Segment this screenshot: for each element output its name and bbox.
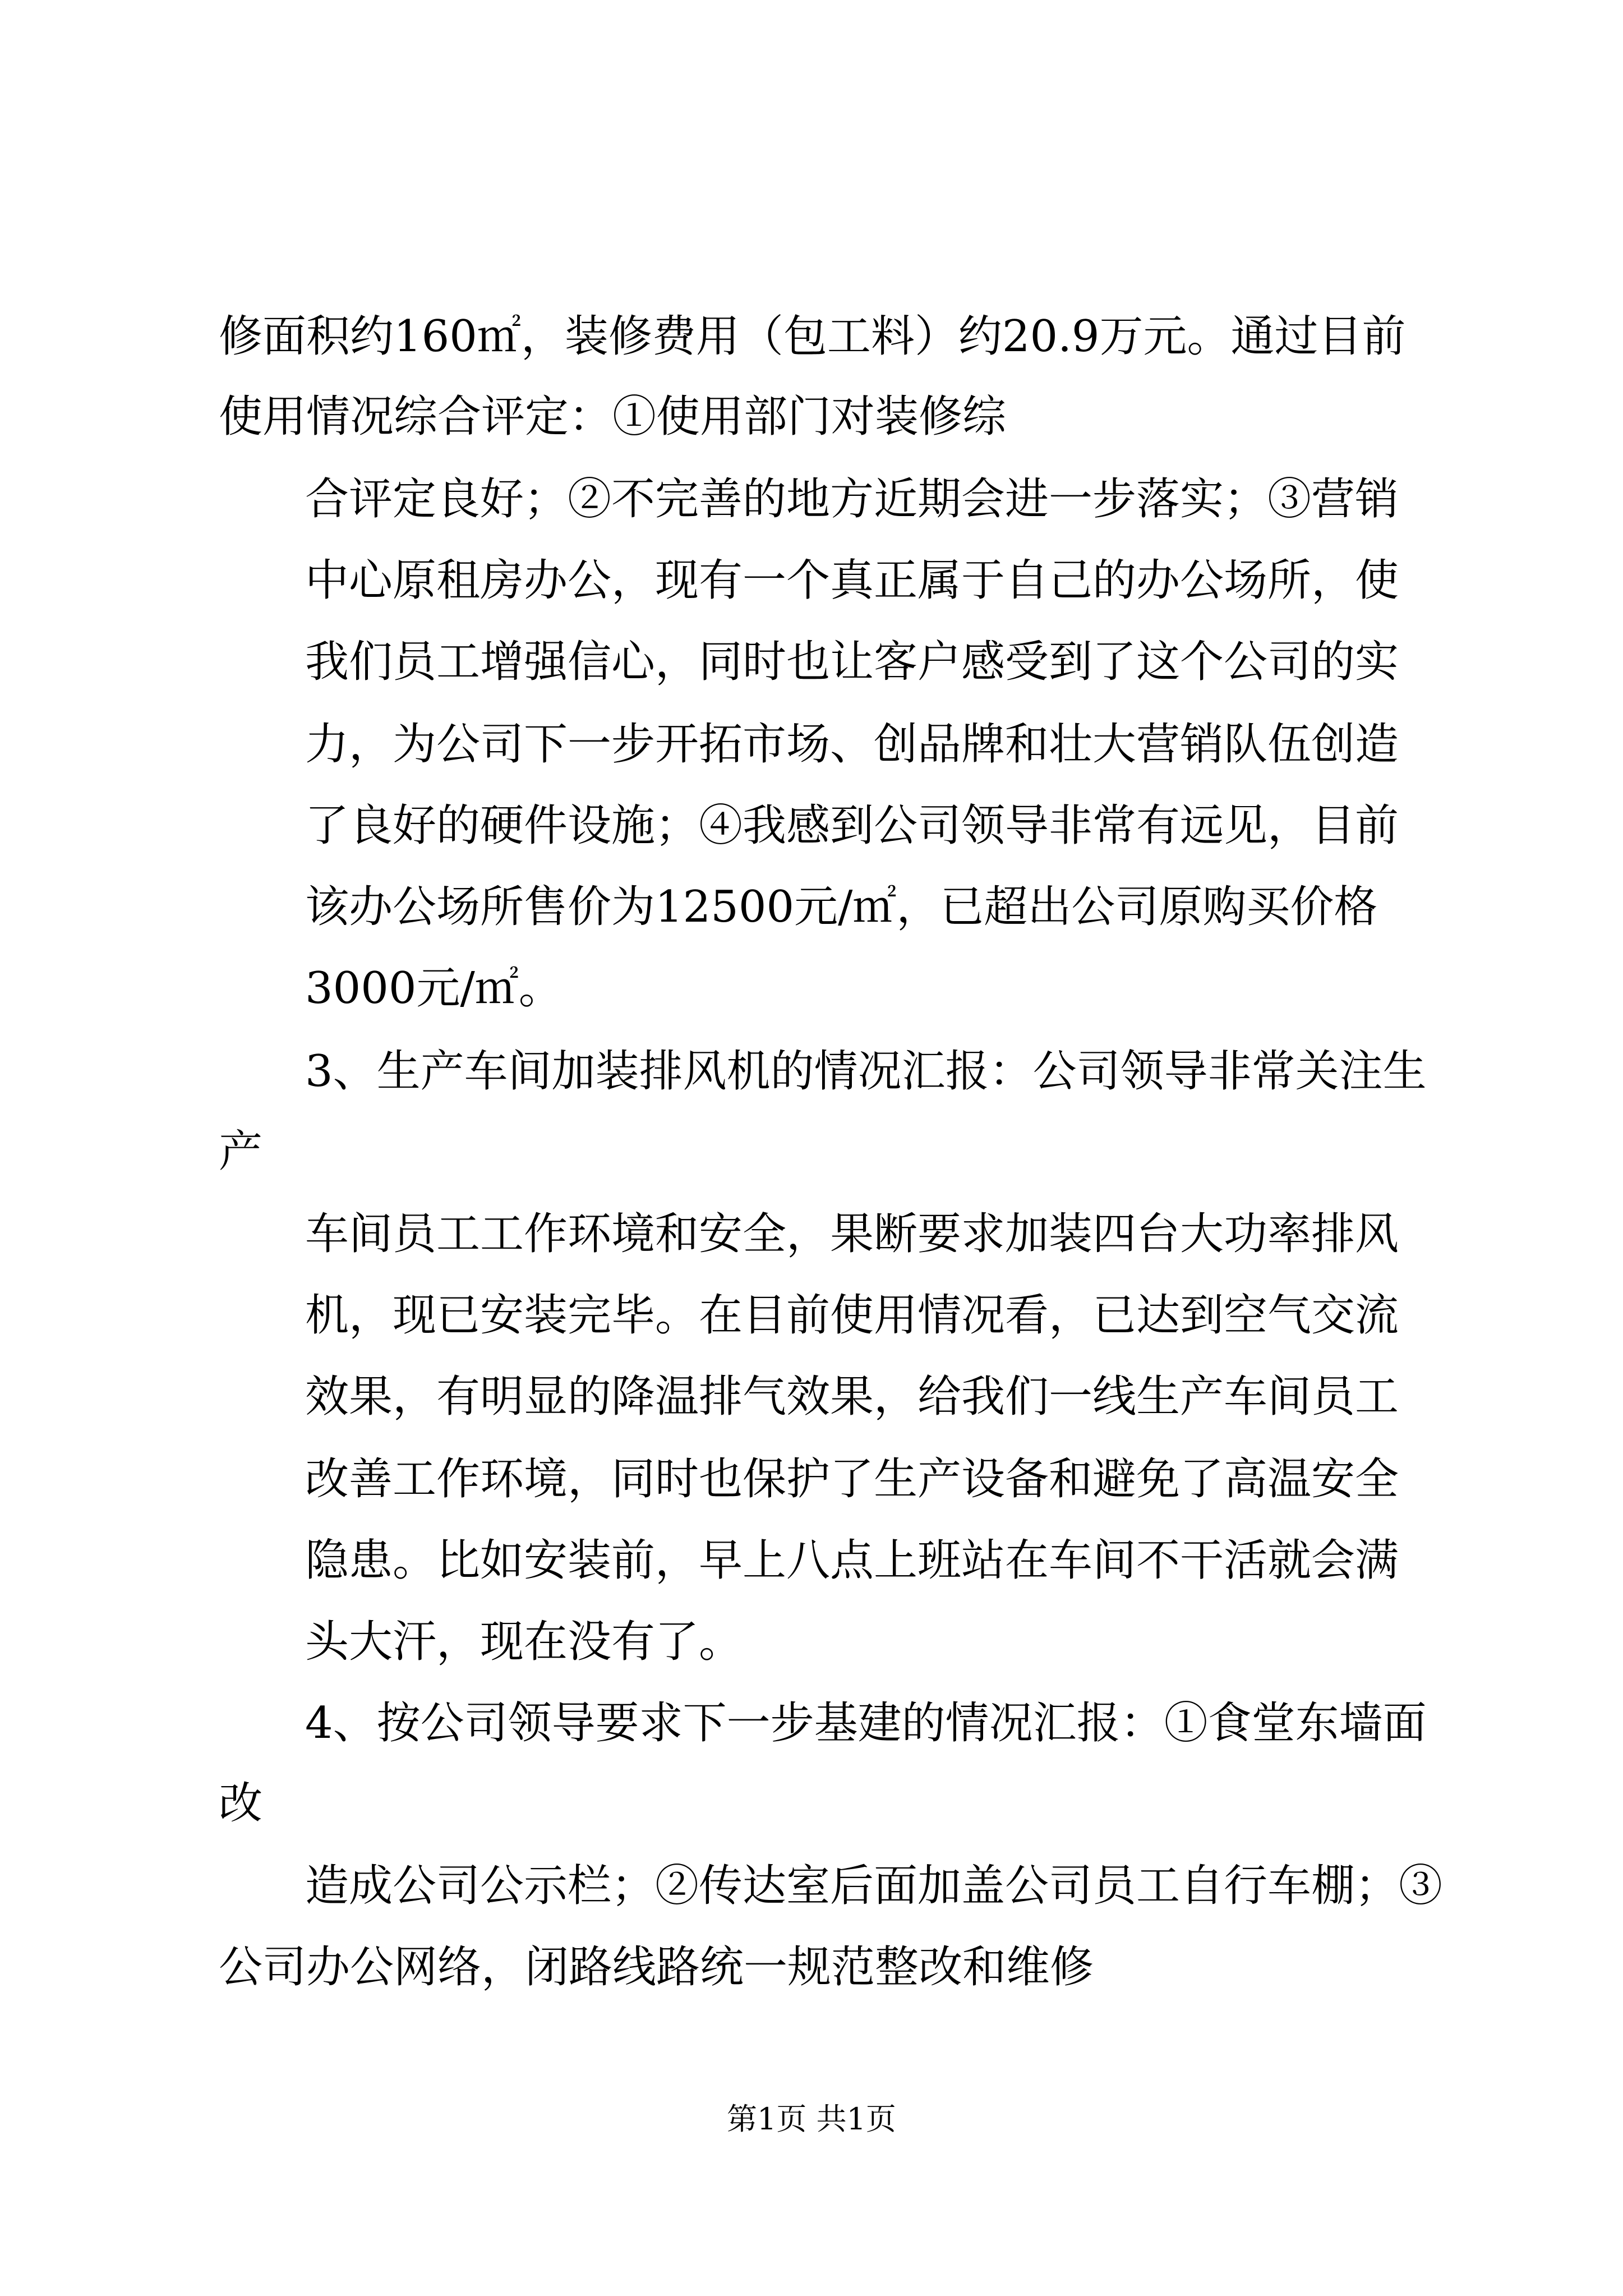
text-line: 产 (219, 1126, 263, 1177)
text-line: 效果，有明显的降温排气效果，给我们一线生产车间员工 (305, 1372, 1399, 1422)
text-line: 机，现已安装完毕。在目前使用情况看，已达到空气交流 (305, 1290, 1399, 1341)
page-number-footer: 第1页 共1页 (727, 2101, 896, 2137)
text-line: 修面积约160㎡，装修费用（包工料）约20.9万元。通过目前 (219, 311, 1406, 362)
text-line: 我们员工增强信心，同时也让客户感受到了这个公司的实 (305, 637, 1399, 687)
text-line: 公司办公网络，闭路线路统一规范整改和维修 (219, 1942, 1094, 1993)
text-line: 了良好的硬件设施；④我感到公司领导非常有远见，目前 (305, 800, 1399, 851)
text-line: 头大汗，现在没有了。 (305, 1617, 743, 1667)
text-line: 隐患。比如安装前，早上八点上班站在车间不干活就会满 (305, 1535, 1399, 1586)
text-line: 中心原租房办公，现有一个真正属于自己的办公场所，使 (305, 555, 1399, 606)
text-line: 3000元/㎡。 (305, 963, 562, 1014)
text-line: 该办公场所售价为12500元/㎡，已超出公司原购买价格 (305, 882, 1378, 932)
text-line: 4、按公司领导要求下一步基建的情况汇报：①食堂东墙面 (305, 1698, 1427, 1749)
text-line: 3、生产车间加装排风机的情况汇报：公司领导非常关注生 (305, 1046, 1427, 1097)
text-line: 改善工作环境，同时也保护了生产设备和避免了高温安全 (305, 1454, 1399, 1504)
text-line: 合评定良好；②不完善的地方近期会进一步落实；③营销 (305, 474, 1399, 524)
text-line: 车间员工工作环境和安全，果断要求加装四台大功率排风 (305, 1209, 1399, 1259)
text-line: 造成公司公示栏；②传达室后面加盖公司员工自行车棚；③ (305, 1861, 1443, 1911)
text-line: 改 (219, 1778, 263, 1829)
text-line: 力，为公司下一步开拓市场、创品牌和壮大营销队伍创造 (305, 719, 1399, 770)
text-line: 使用情况综合评定：①使用部门对装修综 (219, 392, 1007, 442)
